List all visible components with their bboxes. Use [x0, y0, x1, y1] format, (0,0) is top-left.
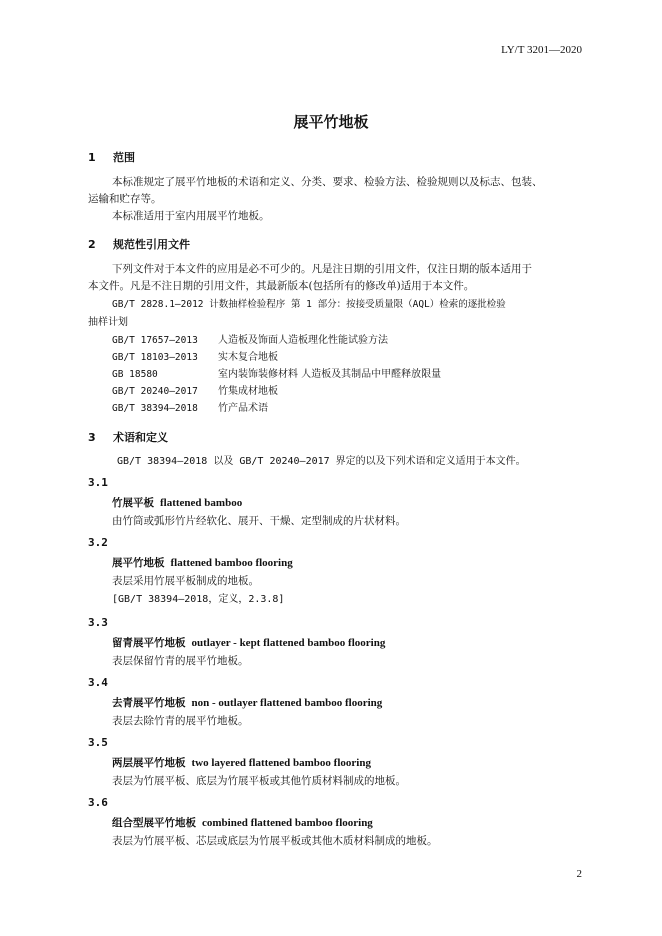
- term-definition: 表层为竹展平板、芯层或底层为竹展平板或其他木质材料制成的地板。: [112, 835, 438, 847]
- term-en: flattened bamboo flooring: [170, 557, 293, 569]
- reference-item: [112, 348, 278, 363]
- reference-item-continued: 抽样计划: [88, 317, 128, 328]
- term-definition: 表层采用竹展平板制成的地板。: [112, 575, 259, 587]
- section-2-heading: [88, 236, 190, 252]
- term-number: 3.1: [88, 476, 108, 489]
- term-source: [GB/T 38394—2018，定义，2.3.8]: [112, 594, 285, 605]
- term-heading: [112, 815, 373, 830]
- term-heading: [112, 635, 385, 650]
- term-zh: 两层展平竹地板: [112, 757, 186, 769]
- paragraph: GB/T 38394—2018 以及 GB/T 20240—2017 界定的以及下列术语和定义适用于本文件。: [117, 456, 526, 467]
- term-en: outlayer - kept flattened bamboo flooring: [191, 637, 386, 649]
- reference-item: [112, 399, 268, 414]
- term-definition: 表层去除竹青的展平竹地板。: [112, 715, 249, 727]
- section-number: 3: [88, 431, 96, 444]
- term-number: 3.4: [88, 676, 108, 689]
- term-zh: 留青展平竹地板: [112, 637, 186, 649]
- term-heading: [112, 495, 242, 510]
- reference-code: GB/T 38394—2018: [112, 403, 198, 414]
- section-title: 术语和定义: [113, 431, 168, 444]
- term-number: 3.2: [88, 536, 108, 549]
- reference-item: [112, 365, 441, 380]
- term-zh: 竹展平板: [112, 497, 154, 509]
- section-number: 2: [88, 238, 96, 251]
- reference-code: GB 18580: [112, 369, 158, 380]
- document-id: LY/T 3201—2020: [501, 44, 582, 56]
- term-definition: 由竹筒或弧形竹片经软化、展开、干燥、定型制成的片状材料。: [112, 515, 406, 527]
- page-title: 展平竹地板: [293, 113, 369, 131]
- paragraph: 本标准规定了展平竹地板的术语和定义、分类、要求、检验方法、检验规则以及标志、包装、: [112, 176, 543, 188]
- paragraph: 运输和贮存等。: [88, 193, 162, 205]
- term-heading: [112, 755, 371, 770]
- term-en: two layered flattened bamboo flooring: [191, 757, 371, 769]
- term-zh: 组合型展平竹地板: [112, 817, 196, 829]
- reference-item: GB/T 2828.1—2012 计数抽样检验程序 第 1 部分：按接受质量限（AQL）检索的逐批检验: [112, 299, 506, 310]
- term-heading: [112, 695, 382, 710]
- reference-code: GB/T 18103—2013: [112, 352, 198, 363]
- term-definition: 表层为竹展平板、底层为竹展平板或其他竹质材料制成的地板。: [112, 775, 406, 787]
- section-title: 范围: [113, 151, 135, 164]
- term-number: 3.6: [88, 796, 108, 809]
- paragraph: 下列文件对于本文件的应用是必不可少的。凡是注日期的引用文件，仅注日期的版本适用于: [112, 263, 532, 275]
- reference-code: GB/T 17657—2013: [112, 335, 198, 346]
- page-number: 2: [576, 868, 582, 880]
- paragraph: 本标准适用于室内用展平竹地板。: [112, 210, 270, 222]
- reference-item: [112, 382, 278, 397]
- term-en: non - outlayer flattened bamboo flooring: [191, 697, 383, 709]
- reference-title: 实木复合地板: [218, 352, 278, 363]
- term-zh: 展平竹地板: [112, 557, 165, 569]
- term-en: combined flattened bamboo flooring: [202, 817, 373, 829]
- reference-title: 室内装饰装修材料 人造板及其制品中甲醛释放限量: [218, 369, 442, 380]
- section-number: 1: [88, 151, 96, 164]
- term-zh: 去青展平竹地板: [112, 697, 186, 709]
- term-en: flattened bamboo: [160, 497, 243, 509]
- reference-title: 竹集成材地板: [218, 386, 278, 397]
- reference-item: [112, 331, 388, 346]
- section-title: 规范性引用文件: [113, 238, 190, 251]
- paragraph: 本文件。凡是不注日期的引用文件，其最新版本(包括所有的修改单)适用于本文件。: [88, 280, 475, 292]
- term-definition: 表层保留竹青的展平竹地板。: [112, 655, 249, 667]
- term-number: 3.5: [88, 736, 108, 749]
- term-number: 3.3: [88, 616, 108, 629]
- reference-title: 人造板及饰面人造板理化性能试验方法: [218, 335, 388, 346]
- term-heading: [112, 555, 293, 570]
- section-1-heading: [88, 149, 135, 165]
- reference-code: GB/T 20240—2017: [112, 386, 198, 397]
- reference-title: 竹产品术语: [218, 403, 268, 414]
- section-3-heading: [88, 429, 168, 445]
